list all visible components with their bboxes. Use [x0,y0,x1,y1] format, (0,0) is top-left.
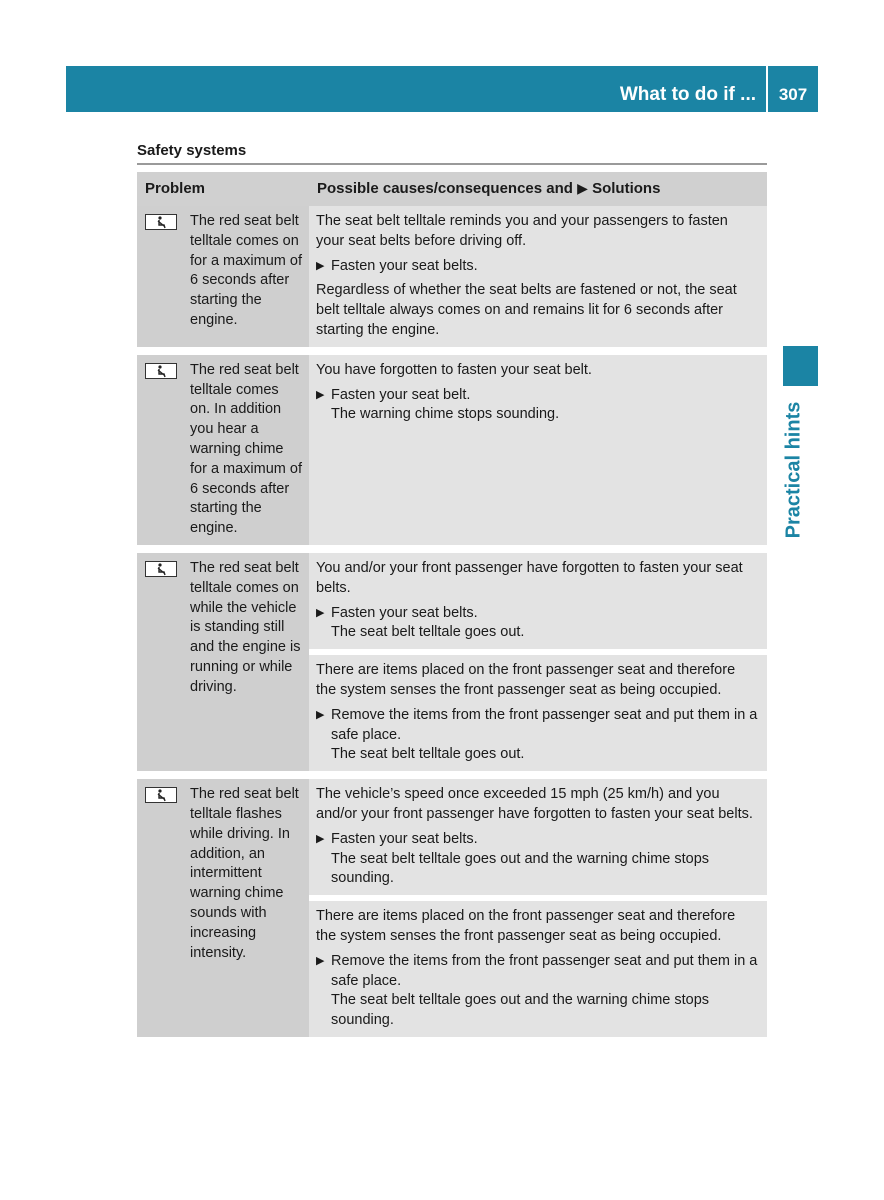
causes-cell [309,351,767,549]
section-title: Safety systems [137,142,247,159]
cause-note: Regardless of whether the seat belts are fastened or not, the seat belt telltale always comes on and remains lit for 6 seconds after starting the engine. [316,282,737,338]
solution-arrow-icon: ▶ [577,180,588,197]
header-bar [66,66,818,112]
solution-block [331,386,559,426]
solution-result: The seat belt telltale goes out. [331,746,525,763]
table-header-row [137,172,767,206]
page-number: 307 [778,85,808,104]
cause-text: The seat belt telltale reminds you and your passengers to fasten your seat belts before driving off. [316,213,728,249]
causes-cell [309,898,767,1037]
problem-text: The red seat belt telltale flashes while driving. In addition, an intermittent warning chime sounds with increasing intensity. [190,786,299,961]
solution-result: The seat belt telltale goes out. [331,624,525,641]
column-header-causes [309,172,767,206]
cause-text: The vehicle’s speed once exceeded 15 mph (25 km/h) and you and/or your front passenger have forgotten to fasten your seat belts. [316,786,753,822]
solution-arrow-icon: ▶ [316,388,325,401]
solution-arrow-icon: ▶ [316,832,325,845]
seat-belt-telltale-icon [145,787,177,803]
solution-step [316,604,759,644]
safety-systems-table [137,172,767,1037]
solution-step [316,257,759,277]
table-row [137,351,767,549]
cause-text: You have forgotten to fasten your seat belt. [316,361,592,378]
problem-cell [137,549,309,775]
side-tab-label: Practical hints [782,401,805,539]
cause-text: There are items placed on the front passenger seat and therefore the system senses the front passenger seat as being occupied. [316,662,736,698]
problem-text: The red seat belt telltale comes on while the vehicle is standing still and the engine is running or while driving. [190,559,301,695]
solution-step [316,706,759,765]
cause-text: There are items placed on the front passenger seat and therefore the system senses the front passenger seat as being occupied. [316,908,736,944]
seat-belt-telltale-icon [145,214,177,230]
solution-result: The seat belt telltale goes out and the warning chime stops sounding. [331,850,710,887]
solution-block [331,952,759,1031]
table-row [137,775,767,898]
problem-text: The red seat belt telltale comes on for a maximum of 6 seconds after starting the engine. [190,213,302,328]
table-row [137,206,767,351]
solution-text: Remove the items from the front passenger seat and put them in a safe place. [331,706,758,743]
causes-cell [309,549,767,652]
table-row [137,549,767,652]
seat-belt-telltale-icon [145,561,177,577]
causes-cell [309,652,767,775]
problem-cell [137,206,309,351]
column-header-causes-label: Possible causes/consequences and [317,180,573,198]
cause-text: You and/or your front passenger have forgotten to fasten your seat belts. [316,559,743,596]
section-divider [137,163,767,165]
solution-text: Fasten your seat belt. [331,386,471,403]
solution-text: Fasten your seat belts. [331,830,478,847]
solution-arrow-icon: ▶ [316,708,325,721]
side-tab-marker [783,346,818,386]
problem-cell [137,351,309,549]
solution-block [331,706,759,765]
page-title: What to do if ... [619,84,756,105]
solution-text: Fasten your seat belts. [331,604,478,621]
solution-result: The warning chime stops sounding. [331,406,560,423]
solution-step [316,386,759,426]
solution-block [331,830,759,889]
solution-step [316,830,759,889]
solution-result: The seat belt telltale goes out and the warning chime stops sounding. [331,992,710,1029]
solution-arrow-icon: ▶ [316,606,325,619]
problem-text: The red seat belt telltale comes on. In addition you hear a warning chime for a maximum of 6 seconds after starting the engine. [190,361,302,537]
solution-arrow-icon: ▶ [316,259,325,272]
solution-block [331,604,524,644]
causes-cell [309,206,767,351]
column-header-problem: Problem [137,172,309,206]
problem-cell [137,775,309,1037]
causes-cell [309,775,767,898]
column-header-solutions-label: Solutions [592,180,661,198]
seat-belt-telltale-icon [145,363,177,379]
solution-arrow-icon: ▶ [316,954,325,967]
solution-text: Remove the items from the front passenger seat and put them in a safe place. [331,952,758,989]
solution-step [316,952,759,1031]
solution-text: Fasten your seat belts. [331,257,478,274]
